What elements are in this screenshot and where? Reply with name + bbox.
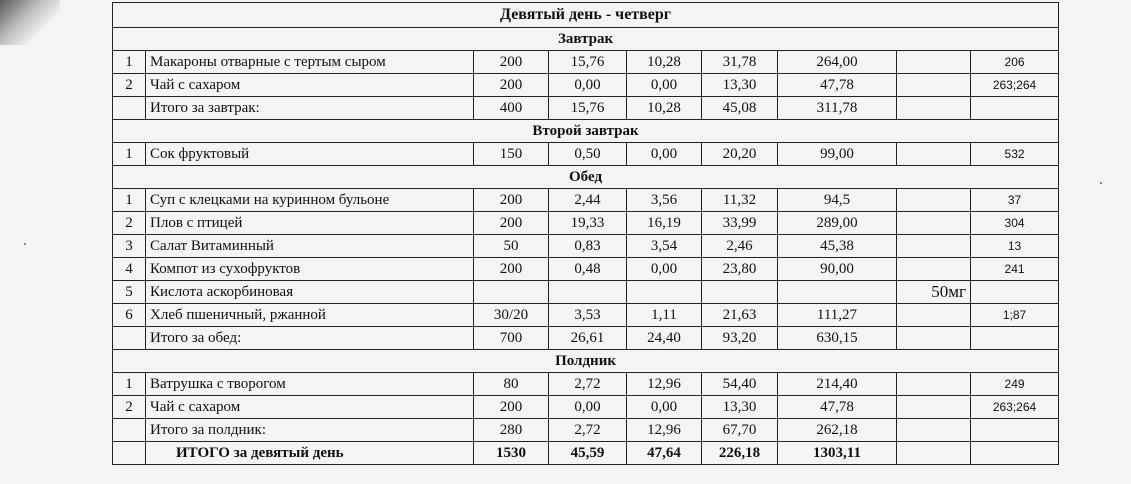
- scan-speck: [24, 243, 26, 245]
- table-row: [113, 51, 1059, 74]
- subtotal-row: [113, 97, 1059, 120]
- portion-weight: 200: [474, 258, 549, 281]
- row-number: 1: [113, 189, 146, 212]
- dish-name: Чай с сахаром: [146, 74, 474, 97]
- dish-name: Сок фруктовый: [146, 143, 474, 166]
- portion-weight: 80: [474, 373, 549, 396]
- energy-value: [778, 281, 897, 304]
- carbs-value: 31,78: [702, 51, 778, 74]
- recipe-code: 241: [971, 258, 1059, 281]
- carbs-value: 226,18: [702, 442, 778, 465]
- section-header-row: [113, 166, 1059, 189]
- dish-name: ИТОГО за девятый день: [146, 442, 474, 465]
- protein-value: [549, 281, 627, 304]
- energy-value: 99,00: [778, 143, 897, 166]
- protein-value: 2,72: [549, 419, 627, 442]
- scan-speck: [1100, 182, 1102, 184]
- row-number: 5: [113, 281, 146, 304]
- carbs-value: 21,63: [702, 304, 778, 327]
- row-number: 2: [113, 74, 146, 97]
- energy-value: 289,00: [778, 212, 897, 235]
- vitamin-note: [897, 442, 971, 465]
- recipe-code: 1;87: [971, 304, 1059, 327]
- recipe-code: [971, 327, 1059, 350]
- section-header-row: [113, 350, 1059, 373]
- row-number: 2: [113, 396, 146, 419]
- vitamin-note: [897, 327, 971, 350]
- row-number: 1: [113, 51, 146, 74]
- energy-value: 47,78: [778, 74, 897, 97]
- energy-value: 94,5: [778, 189, 897, 212]
- table-row: [113, 281, 1059, 304]
- energy-value: 45,38: [778, 235, 897, 258]
- protein-value: 2,72: [549, 373, 627, 396]
- table-row: [113, 189, 1059, 212]
- protein-value: 26,61: [549, 327, 627, 350]
- portion-weight: 30/20: [474, 304, 549, 327]
- fat-value: 0,00: [627, 258, 702, 281]
- carbs-value: 45,08: [702, 97, 778, 120]
- recipe-code: 304: [971, 212, 1059, 235]
- fat-value: 12,96: [627, 373, 702, 396]
- fat-value: 10,28: [627, 51, 702, 74]
- carbs-value: 67,70: [702, 419, 778, 442]
- carbs-value: 23,80: [702, 258, 778, 281]
- recipe-code: 263;264: [971, 74, 1059, 97]
- table-row: [113, 373, 1059, 396]
- vitamin-note: [897, 396, 971, 419]
- title-row: [113, 3, 1059, 28]
- table-row: [113, 304, 1059, 327]
- recipe-code: [971, 419, 1059, 442]
- carbs-value: 2,46: [702, 235, 778, 258]
- row-number: [113, 442, 146, 465]
- fat-value: 16,19: [627, 212, 702, 235]
- subtotal-row: [113, 419, 1059, 442]
- vitamin-note: [897, 419, 971, 442]
- protein-value: 0,00: [549, 396, 627, 419]
- section-title: Обед: [113, 166, 1059, 189]
- vitamin-note: [897, 212, 971, 235]
- protein-value: 0,00: [549, 74, 627, 97]
- vitamin-note: [897, 97, 971, 120]
- carbs-value: 20,20: [702, 143, 778, 166]
- vitamin-note: [897, 143, 971, 166]
- portion-weight: 200: [474, 74, 549, 97]
- vitamin-note: [897, 51, 971, 74]
- carbs-value: 13,30: [702, 74, 778, 97]
- fat-value: 10,28: [627, 97, 702, 120]
- row-number: 3: [113, 235, 146, 258]
- protein-value: 15,76: [549, 51, 627, 74]
- row-number: [113, 97, 146, 120]
- table-row: [113, 258, 1059, 281]
- dish-name: Итого за завтрак:: [146, 97, 474, 120]
- dish-name: Салат Витаминный: [146, 235, 474, 258]
- dish-name: Хлеб пшеничный, ржанной: [146, 304, 474, 327]
- carbs-value: 33,99: [702, 212, 778, 235]
- fat-value: 1,11: [627, 304, 702, 327]
- dish-name: Итого за полдник:: [146, 419, 474, 442]
- table-row: [113, 212, 1059, 235]
- page-title: Девятый день - четверг: [113, 3, 1059, 28]
- portion-weight: [474, 281, 549, 304]
- dish-name: Чай с сахаром: [146, 396, 474, 419]
- carbs-value: 13,30: [702, 396, 778, 419]
- vitamin-note: [897, 189, 971, 212]
- recipe-code: [971, 281, 1059, 304]
- portion-weight: 150: [474, 143, 549, 166]
- fat-value: 3,56: [627, 189, 702, 212]
- energy-value: 264,00: [778, 51, 897, 74]
- row-number: 1: [113, 143, 146, 166]
- vitamin-note: [897, 258, 971, 281]
- row-number: 4: [113, 258, 146, 281]
- portion-weight: 200: [474, 51, 549, 74]
- fat-value: 24,40: [627, 327, 702, 350]
- energy-value: 630,15: [778, 327, 897, 350]
- table-row: [113, 235, 1059, 258]
- portion-weight: 400: [474, 97, 549, 120]
- protein-value: 3,53: [549, 304, 627, 327]
- fat-value: 0,00: [627, 74, 702, 97]
- dish-name: Макароны отварные с тертым сыром: [146, 51, 474, 74]
- dish-name: Кислота аскорбиновая: [146, 281, 474, 304]
- dish-name: Суп с клецками на куринном бульоне: [146, 189, 474, 212]
- energy-value: 214,40: [778, 373, 897, 396]
- section-title: Завтрак: [113, 28, 1059, 51]
- vitamin-note: [897, 74, 971, 97]
- protein-value: 0,83: [549, 235, 627, 258]
- fat-value: 47,64: [627, 442, 702, 465]
- portion-weight: 1530: [474, 442, 549, 465]
- vitamin-note: [897, 304, 971, 327]
- row-number: 1: [113, 373, 146, 396]
- subtotal-row: [113, 327, 1059, 350]
- vitamin-note: 50мг: [897, 281, 971, 304]
- table-row: [113, 396, 1059, 419]
- fat-value: 0,00: [627, 143, 702, 166]
- recipe-code: [971, 97, 1059, 120]
- portion-weight: 50: [474, 235, 549, 258]
- energy-value: 262,18: [778, 419, 897, 442]
- protein-value: 15,76: [549, 97, 627, 120]
- energy-value: 311,78: [778, 97, 897, 120]
- portion-weight: 280: [474, 419, 549, 442]
- portion-weight: 200: [474, 189, 549, 212]
- table-row: [113, 143, 1059, 166]
- portion-weight: 200: [474, 396, 549, 419]
- protein-value: 0,48: [549, 258, 627, 281]
- protein-value: 19,33: [549, 212, 627, 235]
- portion-weight: 700: [474, 327, 549, 350]
- fat-value: [627, 281, 702, 304]
- carbs-value: [702, 281, 778, 304]
- section-header-row: [113, 28, 1059, 51]
- dish-name: Итого за обед:: [146, 327, 474, 350]
- portion-weight: 200: [474, 212, 549, 235]
- dish-name: Ватрушка с творогом: [146, 373, 474, 396]
- fat-value: 3,54: [627, 235, 702, 258]
- menu-table: [112, 2, 1059, 465]
- fat-value: 0,00: [627, 396, 702, 419]
- recipe-code: 13: [971, 235, 1059, 258]
- energy-value: 90,00: [778, 258, 897, 281]
- recipe-code: 206: [971, 51, 1059, 74]
- menu-sheet: [112, 2, 1058, 465]
- section-title: Второй завтрак: [113, 120, 1059, 143]
- row-number: [113, 419, 146, 442]
- vitamin-note: [897, 235, 971, 258]
- row-number: 6: [113, 304, 146, 327]
- row-number: [113, 327, 146, 350]
- section-header-row: [113, 120, 1059, 143]
- carbs-value: 11,32: [702, 189, 778, 212]
- dish-name: Плов с птицей: [146, 212, 474, 235]
- energy-value: 1303,11: [778, 442, 897, 465]
- table-row: [113, 74, 1059, 97]
- carbs-value: 93,20: [702, 327, 778, 350]
- recipe-code: [971, 442, 1059, 465]
- grand-total-row: [113, 442, 1059, 465]
- recipe-code: 532: [971, 143, 1059, 166]
- page-corner-shadow: [0, 0, 60, 45]
- protein-value: 45,59: [549, 442, 627, 465]
- dish-name: Компот из сухофруктов: [146, 258, 474, 281]
- protein-value: 0,50: [549, 143, 627, 166]
- recipe-code: 37: [971, 189, 1059, 212]
- carbs-value: 54,40: [702, 373, 778, 396]
- protein-value: 2,44: [549, 189, 627, 212]
- energy-value: 47,78: [778, 396, 897, 419]
- row-number: 2: [113, 212, 146, 235]
- recipe-code: 249: [971, 373, 1059, 396]
- energy-value: 111,27: [778, 304, 897, 327]
- fat-value: 12,96: [627, 419, 702, 442]
- vitamin-note: [897, 373, 971, 396]
- section-title: Полдник: [113, 350, 1059, 373]
- recipe-code: 263;264: [971, 396, 1059, 419]
